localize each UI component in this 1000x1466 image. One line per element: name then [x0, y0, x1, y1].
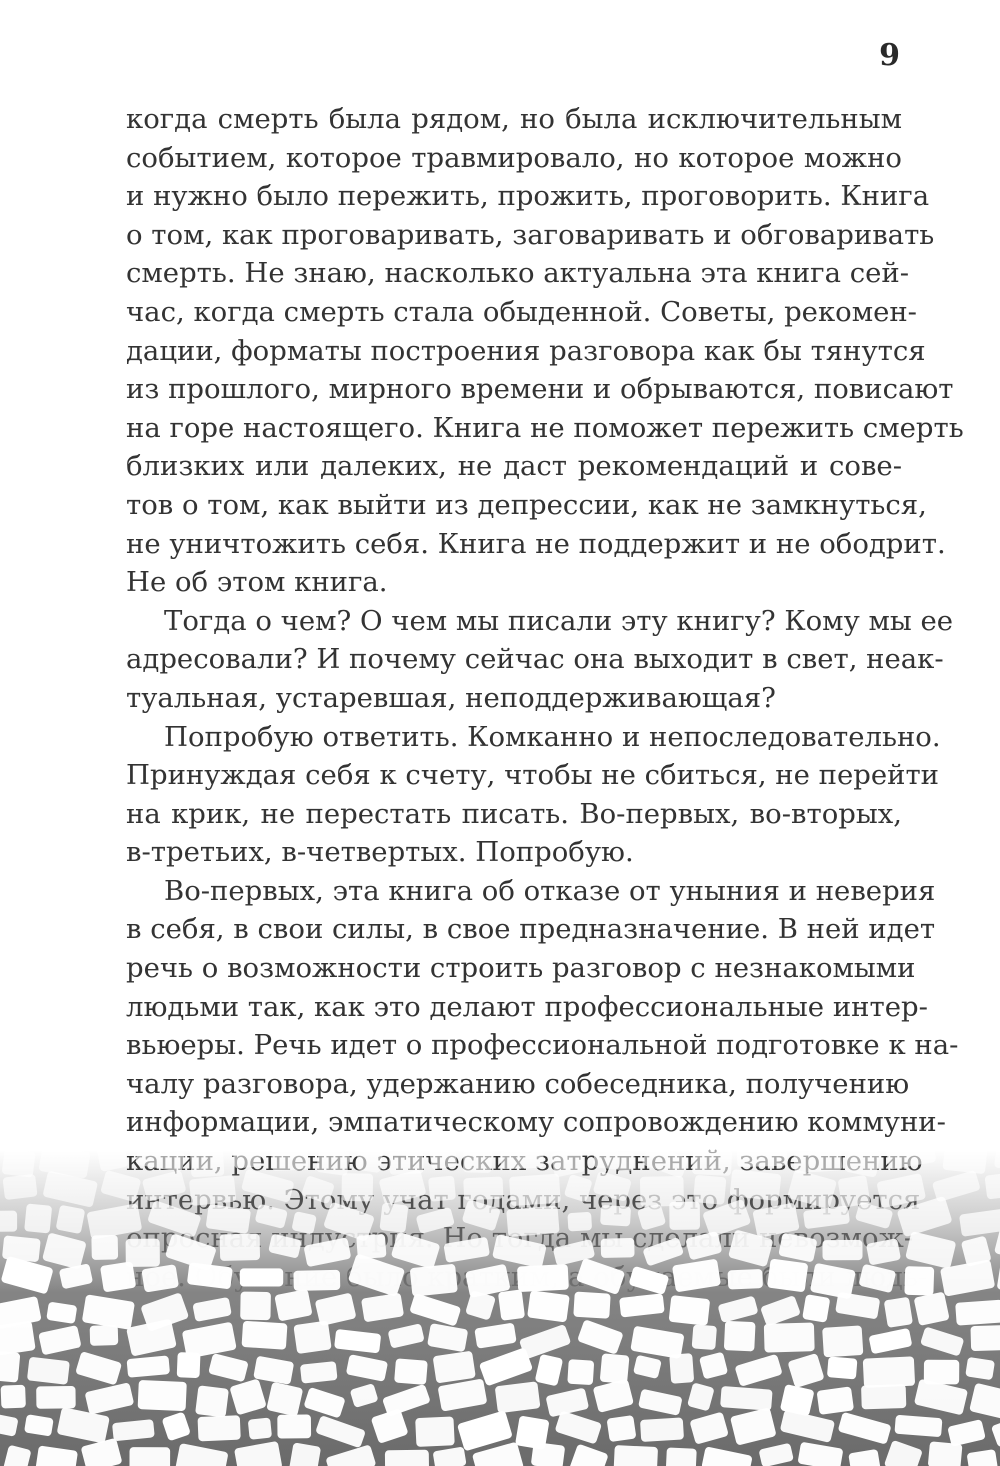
text-line: Принуждая себя к счету, чтобы не сбиться, не перейти: [126, 759, 940, 792]
mosaic-tile: [567, 1359, 594, 1385]
mosaic-tile: [614, 1445, 658, 1466]
mosaic-tile: [693, 1175, 726, 1205]
text-line: Попробую ответить. Комканно и непоследовательно.: [164, 720, 941, 753]
text-line: на горе настоящего. Книга не поможет пережить смерть: [126, 411, 964, 444]
mosaic-tile: [385, 1450, 429, 1466]
mosaic-tile: [970, 1325, 1000, 1351]
mosaic-tile: [2, 1150, 36, 1178]
mosaic-tile: [355, 1150, 383, 1173]
text-line: чалу разговора, удержанию собеседника, получению: [126, 1067, 910, 1100]
mosaic-tile: [463, 1150, 492, 1173]
mosaic-tile: [838, 1175, 871, 1208]
mosaic-tile: [827, 1356, 858, 1379]
mosaic-tile: [495, 1381, 541, 1413]
mosaic-tile: [195, 1385, 229, 1417]
mosaic-tile: [822, 1240, 862, 1260]
mosaic-tile: [242, 1321, 288, 1350]
mosaic-tile: [100, 1261, 136, 1292]
text-line: на крик, не перестать писать. Во-первых, во-вторых,: [126, 797, 902, 830]
text-line: адресовали? И почему сейчас она выходит в свет, неак-: [126, 643, 944, 676]
mosaic-tile: [410, 1264, 458, 1297]
mosaic-tile: [190, 1150, 225, 1177]
mosaic-tile: [737, 1150, 788, 1167]
mosaic-tile: [127, 1355, 171, 1377]
text-line: речь о возможности строить разговор с незнакомыми: [126, 952, 916, 985]
mosaic-tile: [955, 1300, 1000, 1326]
mosaic-tile: [177, 1352, 201, 1378]
text-line: час, когда смерть стала обыденной. Советы, рекомен-: [126, 295, 917, 328]
mosaic-tile: [531, 1442, 566, 1466]
mosaic-tile: [692, 1150, 732, 1176]
mosaic-tile: [567, 1212, 592, 1232]
mosaic-tile: [729, 1169, 781, 1201]
mosaic-tile: [817, 1386, 855, 1415]
text-line: туальная, устаревшая, неподдерживающая?: [126, 681, 776, 714]
mosaic-tile: [822, 1325, 863, 1357]
mosaic-tile: [271, 1150, 308, 1171]
mosaic-tile: [300, 1361, 338, 1384]
mosaic-tile: [669, 1295, 711, 1326]
mosaic-tile: [433, 1351, 476, 1384]
mosaic-tile: [498, 1289, 525, 1320]
mosaic-tile: [600, 1353, 630, 1384]
text-line: когда смерть была рядом, но была исключительным: [126, 103, 902, 135]
page-number: 9: [879, 38, 900, 73]
paragraph: [126, 100, 964, 602]
mosaic-tile: [293, 1270, 340, 1291]
mosaic-tile: [24, 1203, 52, 1233]
text-line: близких или далеких, не даст рекомендаций и сове-: [126, 450, 902, 483]
mosaic-tile: [240, 1292, 271, 1321]
mosaic-tile: [600, 1205, 631, 1227]
text-line: информации, эмпатическому сопровождению коммуни-: [126, 1106, 946, 1139]
mosaic-tile: [248, 1418, 272, 1440]
mosaic-tile: [240, 1268, 283, 1286]
mosaic-tile: [666, 1447, 697, 1466]
mosaic-tile: [793, 1150, 842, 1173]
mosaic-tile: [0, 1211, 17, 1232]
text-line: дации, форматы построения разговора как бы тянутся: [126, 334, 926, 367]
mosaic-tile: [277, 1414, 311, 1438]
mosaic-tile: [863, 1356, 915, 1388]
mosaic-tile: [415, 1416, 455, 1447]
mosaic-tile: [904, 1266, 934, 1295]
paragraph: [126, 602, 954, 718]
text-line: и нужно было пережить, прожить, проговорить. Книга: [126, 180, 930, 213]
mosaic-footer-decoration: [0, 1150, 1000, 1466]
body-text: [126, 100, 964, 1296]
mosaic-tile: [27, 1357, 70, 1385]
mosaic-tile: [0, 1351, 20, 1383]
mosaic-tile: [91, 1235, 118, 1260]
mosaic-tile: [293, 1320, 331, 1354]
mosaic-tile: [36, 1386, 76, 1409]
text-line: в-третьих, в-четвертых. Попробую.: [126, 836, 634, 869]
mosaic-tile: [884, 1297, 913, 1328]
mosaic-tile: [394, 1358, 428, 1385]
mosaic-tile: [527, 1290, 570, 1322]
mosaic-tile: [894, 1415, 942, 1438]
mosaic-tile: [861, 1384, 906, 1409]
text-line: Не об этом книга.: [126, 566, 388, 599]
text-line: событием, которое травмировало, но которое можно: [126, 141, 902, 174]
mosaic-tile: [220, 1234, 260, 1261]
text-line: из прошлого, мирного времени и обрываются, повисают: [126, 373, 954, 406]
mosaic-tile: [692, 1324, 717, 1350]
mosaic-tile: [233, 1150, 262, 1169]
mosaic-tile: [517, 1264, 569, 1292]
text-line: тов о том, как выйти из депрессии, как не замкнуться,: [126, 488, 927, 521]
text-line: Во-первых, эта книга об отказе от уныния и неверия: [164, 874, 936, 907]
mosaic-tile: [198, 1415, 241, 1441]
mosaic-tile: [640, 1417, 684, 1441]
text-line: в себя, в свои силы, в свое предназначение. В ней идет: [126, 913, 936, 946]
mosaic-tile: [728, 1269, 764, 1290]
mosaic-tile: [720, 1386, 773, 1411]
text-line: о том, как проговаривать, заговаривать и обговаривать: [126, 218, 935, 251]
mosaic-tile: [500, 1150, 544, 1169]
mosaic-tile: [428, 1176, 456, 1202]
text-line: людьми так, как это делают профессиональные интер-: [126, 990, 928, 1023]
mosaic-tile: [509, 1174, 561, 1207]
mosaic-tile: [724, 1321, 756, 1352]
mosaic-tile: [463, 1176, 503, 1200]
mosaic-tile: [928, 1441, 963, 1466]
mosaic-tile: [573, 1292, 610, 1319]
mosaic-tile: [341, 1173, 373, 1201]
mosaic-tile: [506, 1205, 560, 1237]
mosaic-tile: [138, 1380, 187, 1411]
mosaic-tile: [90, 1325, 119, 1346]
mosaic-tile: [0, 1321, 36, 1356]
mosaic-tile: [802, 1294, 830, 1323]
mosaic-tile: [379, 1203, 408, 1233]
text-line: Тогда о чем? О чем мы писали эту книгу? Кому мы ее: [164, 604, 954, 637]
text-line: не уничтожить себя. Книга не поддержит и не ободрит.: [126, 527, 946, 560]
mosaic-tile: [189, 1175, 237, 1206]
mosaic-tile: [764, 1323, 815, 1353]
mosaic-tile: [56, 1205, 86, 1234]
mosaic-tile: [965, 1357, 995, 1380]
mosaic-tile: [2, 1174, 37, 1200]
mosaic-tile: [1, 1385, 26, 1409]
mosaic-tile: [924, 1360, 959, 1385]
text-line: вьюеры. Речь идет о профессиональной подготовке к на-: [126, 1029, 959, 1062]
mosaic-tile: [767, 1258, 808, 1292]
mosaic-tile: [669, 1202, 700, 1230]
mosaic-tile: [316, 1150, 350, 1176]
text-line: смерть. Не знаю, насколько актуальна эта книга сей-: [126, 257, 909, 290]
mosaic-tile: [669, 1353, 694, 1384]
mosaic-tile: [601, 1238, 635, 1258]
paragraph: [126, 718, 941, 872]
mosaic-tile: [129, 1447, 170, 1466]
mosaic-tile: [607, 1415, 637, 1442]
